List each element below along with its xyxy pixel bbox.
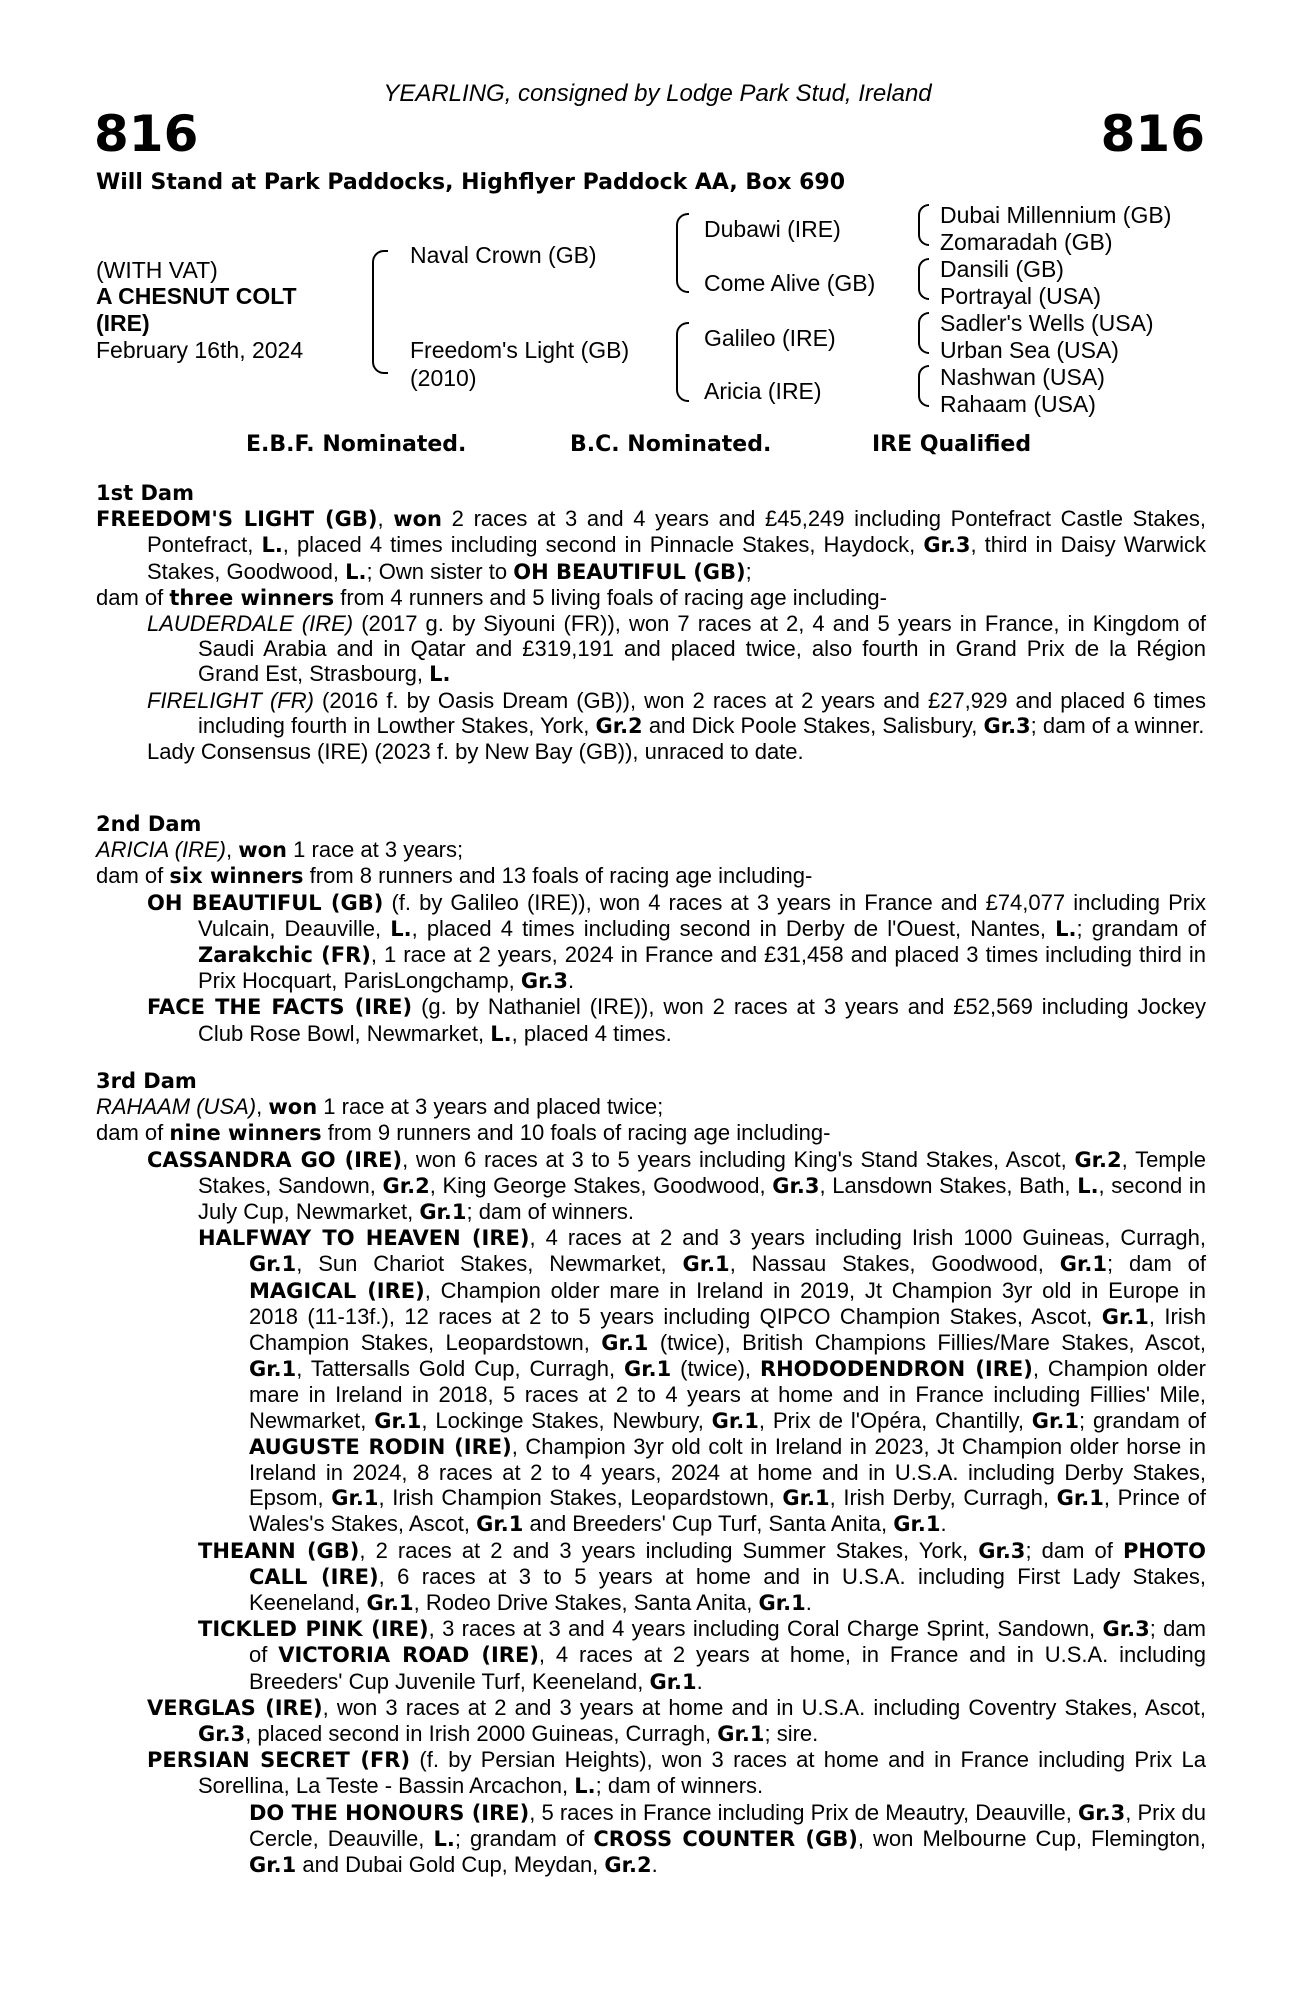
dam-sire: Galileo (IRE): [704, 325, 836, 351]
ire-qualified: IRE Qualified: [872, 432, 1032, 457]
bold-text: nine winners: [169, 1121, 322, 1146]
bold-text: Gr.1: [476, 1512, 524, 1537]
bc-nominated: B.C. Nominated.: [570, 432, 772, 457]
bold-text: Gr.3: [923, 533, 971, 558]
bold-text: Gr.2: [382, 1173, 430, 1198]
body-text: , 6 races at 3 to 5 years at home and in U.S.A. including First Lady Stakes, Keeneland,: [249, 1563, 1206, 1616]
bold-text: Gr.1: [601, 1331, 649, 1356]
produce-summary: [96, 863, 1206, 889]
lot-number-left: 816: [94, 105, 199, 163]
dam-dam: Aricia (IRE): [704, 378, 822, 404]
body-text: , second in July Cup, Newmarket,: [198, 1172, 1206, 1225]
grandsire-nashwan: Nashwan (USA): [940, 364, 1105, 390]
body-text: , Irish Champion Stakes, Leopardstown,: [378, 1485, 775, 1511]
body-text: ;: [745, 558, 752, 584]
bold-text: Gr.3: [983, 713, 1031, 738]
body-text: , placed 4 times including second in Derby de l'Ouest, Nantes,: [411, 915, 1047, 941]
body-text: from 8 runners and 13 foals of racing age including-: [309, 863, 813, 889]
section-title: 1st Dam: [96, 481, 194, 505]
body-text: 1 race at 3 years;: [293, 837, 464, 863]
body-text: ; Own sister to: [366, 558, 508, 584]
body-text: , Prix du Cercle, Deauville,: [249, 1799, 1206, 1851]
body-text: dam of: [96, 584, 164, 610]
bold-text: Gr.1: [419, 1200, 467, 1225]
second-dam-section: [96, 812, 1206, 1047]
bold-text: CROSS COUNTER (GB): [593, 1826, 858, 1851]
bold-text: six winners: [169, 864, 304, 889]
bold-text: Gr.1: [249, 1853, 297, 1878]
body-text: (f. by Galileo (IRE)), won 4 races at 3 years in France and £74,077 including Prix Vulcain, Deauville,: [198, 889, 1206, 941]
horse-name: A CHESNUT COLT: [96, 283, 297, 309]
body-text: ; dam of a winner.: [1030, 712, 1205, 738]
bold-text: FREEDOM'S LIGHT (GB): [96, 507, 378, 532]
bold-text: Gr.1: [711, 1408, 759, 1433]
section-title: 3rd Dam: [96, 1069, 197, 1093]
bold-text: Gr.1: [782, 1486, 830, 1511]
bold-text: L.: [574, 1774, 596, 1799]
bold-text: L.: [429, 662, 451, 687]
body-text: , won 6 races at 3 to 5 years including King's Stand Stakes, Ascot,: [402, 1146, 1067, 1172]
bold-text: Gr.2: [1074, 1147, 1122, 1172]
italic-name: FIRELIGHT (FR): [147, 687, 314, 713]
produce-entry: [96, 890, 1206, 995]
horse-name-country: (IRE): [96, 310, 150, 336]
grandsire-dansili: Dansili (GB): [940, 256, 1064, 282]
body-text: , third in Daisy Warwick Stakes, Goodwood,: [147, 532, 1206, 584]
body-text: ; grandam of: [1076, 915, 1206, 941]
bold-text: Gr.3: [772, 1173, 820, 1198]
bold-text: DO THE HONOURS (IRE): [249, 1800, 530, 1825]
bold-text: FACE THE FACTS (IRE): [147, 995, 413, 1020]
body-text: , 3 races at 3 and 4 years including Coral Charge Sprint, Sandown,: [428, 1616, 1096, 1642]
produce-summary: [96, 1120, 1206, 1146]
body-text: , 1 race at 2 years, 2024 in France and £31,458 and placed 3 times including third in Prix Hocquart, ParisLongchamp,: [198, 942, 1206, 994]
bold-text: PERSIAN SECRET (FR): [147, 1748, 411, 1773]
body-text: (f. by Persian Heights), won 3 races at home and in France including Prix La Sorellina, La Teste - Bassin Arcachon,: [198, 1747, 1206, 1799]
pedigree-brace: [918, 312, 929, 354]
bold-text: Gr.2: [595, 713, 643, 738]
bold-text: Gr.1: [1056, 1486, 1104, 1511]
grandsire-rahaam: Rahaam (USA): [940, 391, 1096, 417]
bold-text: OH BEAUTIFUL (GB): [147, 890, 384, 915]
bold-text: Gr.1: [249, 1252, 297, 1277]
produce-entry: [96, 1747, 1206, 1799]
bold-text: Gr.1: [717, 1722, 765, 1747]
bold-text: L.: [390, 916, 412, 941]
body-text: dam of: [96, 1120, 164, 1146]
bold-text: TICKLED PINK (IRE): [198, 1617, 429, 1642]
body-text: (twice), British Champions Fillies/Mare Stakes, Ascot,: [659, 1330, 1206, 1356]
bold-text: VICTORIA ROAD (IRE): [278, 1643, 539, 1668]
bold-text: Gr.1: [331, 1486, 379, 1511]
pedigree-brace: [918, 258, 929, 300]
pedigree-brace: [918, 365, 929, 407]
body-text: , Prince of Wales's Stakes, Ascot,: [249, 1485, 1206, 1537]
bold-text: Gr.1: [249, 1357, 297, 1382]
pedigree-brace: [918, 204, 929, 246]
body-text: , Prix de l'Opéra, Chantilly,: [758, 1407, 1024, 1433]
bold-text: PHOTO CALL (IRE): [249, 1538, 1206, 1589]
bold-text: Gr.3: [198, 1722, 246, 1747]
bold-text: L.: [1055, 916, 1077, 941]
bold-text: RHODODENDRON (IRE): [759, 1357, 1033, 1382]
body-text: ; dam of: [1025, 1537, 1113, 1563]
produce-entry: [96, 1538, 1206, 1617]
body-text: ; dam of: [249, 1616, 1206, 1668]
body-text: Lady Consensus (IRE) (2023 f. by New Bay (GB)), unraced to date.: [147, 739, 804, 765]
body-text: ; dam of winners.: [466, 1199, 635, 1225]
ebf-nominated: E.B.F. Nominated.: [246, 432, 467, 457]
bold-text: won: [393, 507, 442, 532]
bold-text: OH BEAUTIFUL (GB): [513, 559, 746, 584]
grandsire-dubai-millennium: Dubai Millennium (GB): [940, 202, 1172, 228]
stand-location: Will Stand at Park Paddocks, Highflyer Paddock AA, Box 690: [96, 170, 846, 195]
bold-text: three winners: [169, 585, 335, 610]
body-text: , Lansdown Stakes, Bath,: [819, 1172, 1071, 1198]
bold-text: Gr.1: [374, 1408, 422, 1433]
body-text: ; grandam of: [1079, 1407, 1206, 1433]
bold-text: Gr.1: [1031, 1408, 1079, 1433]
body-text: , won 3 races at 2 and 3 years at home and in U.S.A. including Coventry Stakes, Ascot,: [322, 1694, 1206, 1720]
pedigree-brace: [676, 213, 689, 293]
bold-text: CASSANDRA GO (IRE): [147, 1147, 403, 1172]
bold-text: L.: [345, 559, 367, 584]
bold-text: Gr.1: [1059, 1252, 1107, 1277]
body-text: , won Melbourne Cup, Flemington,: [857, 1825, 1206, 1851]
body-text: (twice),: [680, 1356, 752, 1382]
pedigree-brace: [372, 250, 388, 374]
body-text: , Champion older mare in Ireland in 2019, Jt Champion 3yr old in Europe in 2018 (11-13f.), 12 races at 2 to 5 years including QIPCO Champion Stakes, Ascot,: [249, 1277, 1206, 1329]
foaling-date: February 16th, 2024: [96, 337, 304, 363]
body-text: and Dubai Gold Cup, Meydan,: [302, 1852, 599, 1878]
vat-note: (WITH VAT): [96, 257, 218, 283]
italic-name: RAHAAM (USA): [96, 1094, 257, 1120]
body-text: .: [696, 1668, 703, 1694]
body-text: .: [651, 1852, 658, 1878]
body-text: , Irish Champion Stakes, Leopardstown,: [249, 1303, 1206, 1356]
italic-name: ARICIA (IRE): [96, 837, 226, 863]
body-text: , 5 races in France including Prix de Meautry, Deauville,: [529, 1799, 1072, 1825]
bold-text: Gr.1: [366, 1591, 414, 1616]
body-text: , Irish Derby, Curragh,: [829, 1485, 1049, 1511]
body-text: (2016 f. by Oasis Dream (GB)), won 2 races at 2 years and £27,929 and placed 6 times including fourth in Lowther Stakes, York,: [198, 687, 1207, 738]
bold-text: Gr.1: [624, 1357, 672, 1382]
sire: Naval Crown (GB): [410, 242, 597, 268]
body-text: from 4 runners and 5 living foals of racing age including-: [340, 584, 887, 610]
body-text: ; grandam of: [454, 1825, 585, 1851]
dam-year: (2010): [410, 365, 477, 391]
dam-record: [96, 837, 1206, 863]
produce-entry: [96, 611, 1206, 688]
body-text: (2017 g. by Siyouni (FR)), won 7 races at 2, 4 and 5 years in France, in Kingdom of Saudi Arabia and in Qatar and £319,191 and placed twice, also fourth in Grand Prix de la Région Grand Est, Strasbourg,: [198, 611, 1206, 687]
produce-entry: [96, 1695, 1206, 1747]
bold-text: HALFWAY TO HEAVEN (IRE): [198, 1226, 530, 1251]
first-dam-section: [96, 481, 1206, 764]
bold-text: VERGLAS (IRE): [147, 1695, 323, 1720]
body-text: , Champion older mare in Ireland in 2018, 5 races at 2 to 4 years at home and in France including Fillies' Mile, Newmarket,: [249, 1356, 1206, 1433]
bold-text: Gr.1: [682, 1252, 730, 1277]
body-text: .: [940, 1511, 947, 1537]
body-text: , Tattersalls Gold Cup, Curragh,: [296, 1356, 616, 1382]
sire-dam: Come Alive (GB): [704, 270, 876, 296]
body-text: .: [805, 1590, 812, 1616]
bold-text: L.: [261, 533, 283, 558]
produce-entry: [96, 688, 1206, 739]
bold-text: MAGICAL (IRE): [249, 1278, 425, 1303]
body-text: , placed 4 times including second in Pinnacle Stakes, Haydock,: [282, 532, 916, 558]
body-text: ; dam of: [1106, 1251, 1206, 1277]
grandsire-urban-sea: Urban Sea (USA): [940, 337, 1119, 363]
bold-text: AUGUSTE RODIN (IRE): [249, 1434, 512, 1459]
grandsire-portrayal: Portrayal (USA): [940, 283, 1102, 309]
body-text: , Champion 3yr old colt in Ireland in 2023, Jt Champion older horse in Ireland in 2024, 8 races at 2 to 4 years, 2024 at home and in U.S.A. including Derby Stakes, Epsom,: [249, 1433, 1206, 1511]
body-text: ; dam of winners.: [595, 1773, 764, 1799]
dam: Freedom's Light (GB): [410, 337, 630, 363]
body-text: , Nassau Stakes, Goodwood,: [729, 1251, 1044, 1277]
body-text: , 4 races at 2 years at home, in France and in U.S.A. including Breeders' Cup Juvenile Turf, Keeneland,: [249, 1642, 1206, 1694]
body-text: , Temple Stakes, Sandown,: [198, 1146, 1206, 1198]
body-text: , Sun Chariot Stakes, Newmarket,: [296, 1251, 667, 1277]
body-text: ,: [225, 837, 233, 863]
bold-text: Zarakchic (FR): [198, 943, 371, 968]
lot-number-right: 816: [1100, 105, 1205, 163]
body-text: , placed second in Irish 2000 Guineas, Curragh,: [245, 1721, 712, 1747]
dam-record: FREEDOM'S LIGHT (GB), won 2 races at 3 and 4 years and £45,249 including Pontefract Castle Stakes, Pontefract, L., placed 4 times including second in Pinnacle Stakes, Haydock, Gr.3, third in Daisy Warwick Stakes, Goodwood, L.; Own sister to OH BEAUTIFUL (GB);: [96, 506, 1206, 584]
body-text: , 2 races at 2 and 3 years including Summer Stakes, York,: [359, 1537, 969, 1563]
bold-text: Gr.1: [649, 1669, 697, 1694]
body-text: , Lockinge Stakes, Newbury,: [421, 1407, 704, 1433]
produce-entry: [96, 739, 1206, 764]
bold-text: Gr.1: [1101, 1304, 1149, 1329]
bold-text: L.: [433, 1826, 455, 1851]
bold-text: THEANN (GB): [198, 1538, 360, 1563]
bold-text: Gr.3: [1078, 1800, 1126, 1825]
bold-text: Gr.1: [758, 1591, 806, 1616]
italic-name: LAUDERDALE (IRE): [147, 611, 354, 637]
body-text: from 9 runners and 10 foals of racing age including-: [327, 1120, 831, 1146]
body-text: and Breeders' Cup Turf, Santa Anita,: [529, 1511, 888, 1537]
produce-entry: [96, 1616, 1206, 1695]
third-dam-section: [96, 1069, 1206, 1878]
body-text: (g. by Nathaniel (IRE)), won 2 races at 3 years and £52,569 including Jockey Club Rose Bowl, Newmarket,: [198, 994, 1207, 1046]
bold-text: Gr.3: [978, 1538, 1026, 1563]
body-text: , Rodeo Drive Stakes, Santa Anita,: [413, 1590, 753, 1616]
bold-text: L.: [1077, 1173, 1099, 1198]
produce-entry: [96, 1225, 1206, 1537]
bold-text: Gr.3: [1102, 1617, 1150, 1642]
produce-entry: [96, 994, 1206, 1046]
sire-sire: Dubawi (IRE): [704, 216, 841, 242]
produce-entry: [96, 1147, 1206, 1226]
body-text: ; sire.: [764, 1721, 819, 1747]
bold-text: Gr.2: [604, 1853, 652, 1878]
produce-summary: [96, 585, 1206, 611]
body-text: 1 race at 3 years and placed twice;: [323, 1094, 664, 1120]
bold-text: Gr.3: [520, 969, 569, 994]
grandsire-sadlers-wells: Sadler's Wells (USA): [940, 310, 1154, 336]
section-title: 2nd Dam: [96, 812, 202, 836]
body-text: 2 races at 3 and 4 years and £45,249 including Pontefract Castle Stakes, Pontefract,: [147, 506, 1206, 558]
body-text: .: [568, 968, 575, 994]
consigned-by: YEARLING, consigned by Lodge Park Stud, Ireland: [383, 80, 932, 107]
grandsire-zomaradah: Zomaradah (GB): [940, 229, 1113, 255]
body-text: and Dick Poole Stakes, Salisbury,: [648, 712, 978, 738]
body-text: ,: [256, 1094, 263, 1120]
body-text: , 4 races at 2 and 3 years including Irish 1000 Guineas, Curragh,: [529, 1225, 1206, 1251]
bold-text: won: [268, 1095, 318, 1120]
dam-record: [96, 1094, 1206, 1120]
body-text: , placed 4 times.: [511, 1020, 672, 1046]
produce-entry: [96, 1800, 1206, 1879]
bold-text: Gr.1: [893, 1512, 941, 1537]
bold-text: L.: [490, 1021, 512, 1046]
pedigree-brace: [676, 322, 689, 402]
bold-text: won: [238, 838, 288, 863]
body-text: , King George Stakes, Goodwood,: [429, 1172, 766, 1198]
body-text: dam of: [96, 863, 164, 889]
